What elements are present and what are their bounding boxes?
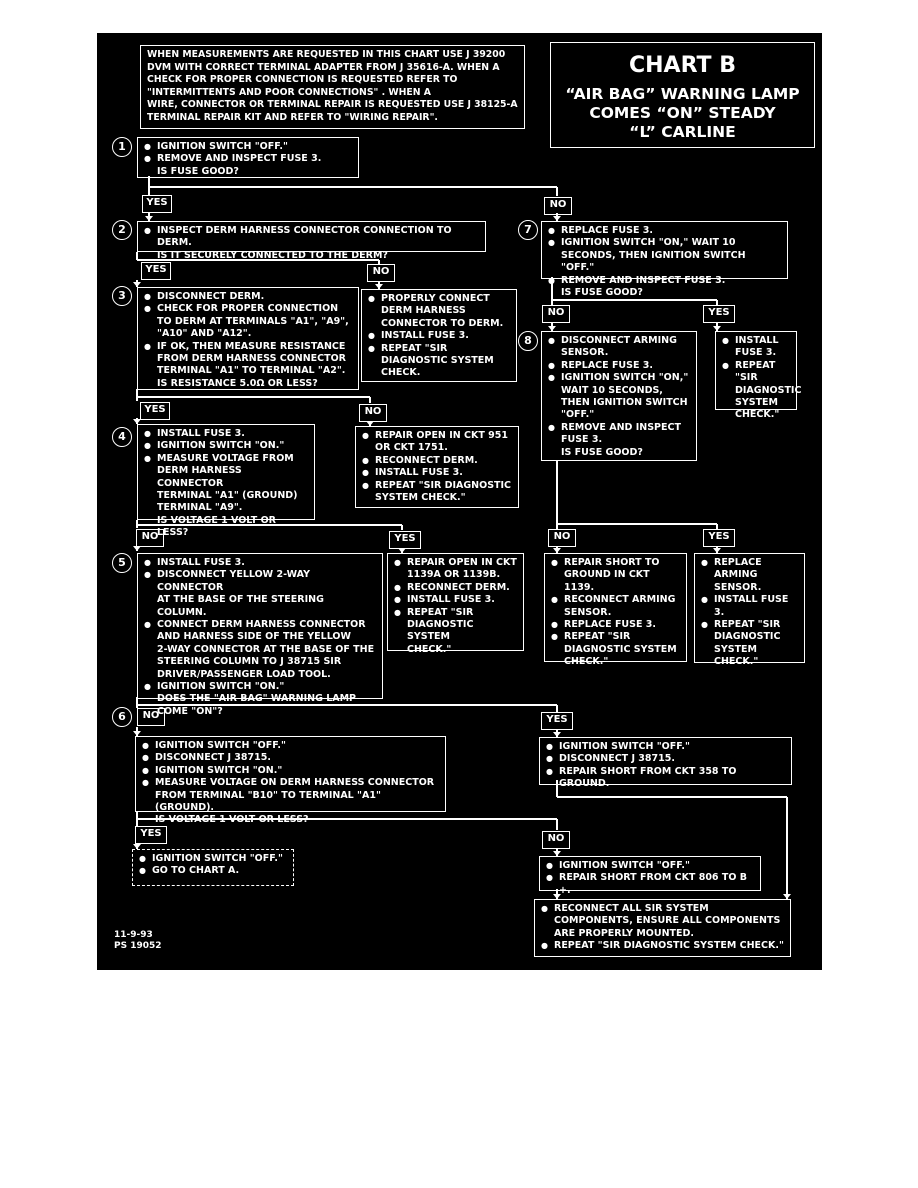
step-8-item: ● REMOVE AND INSPECT FUSE 3. IS FUSE GOOD? (548, 422, 690, 459)
step-1-item: ● REMOVE AND INSPECT FUSE 3. IS FUSE GOOD? (144, 153, 352, 178)
step-6-yes-box (132, 849, 294, 886)
yes-label: YES (703, 305, 735, 323)
step-4-item: ● MEASURE VOLTAGE FROM DERM HARNESS CONNECTOR TERMINAL "A1" (GROUND) TERMINAL "A9". IS VOLTAGE 1 VOLT OR LESS? (144, 453, 308, 540)
step-7-yes-box (715, 331, 802, 421)
yes-label: YES (389, 531, 421, 549)
step-8-item: ● REPLACE FUSE 3. (548, 360, 690, 372)
step-8-yes-item: ● REPEAT "SIR DIAGNOSTIC SYSTEM CHECK." (701, 619, 798, 669)
step-8-box (541, 331, 697, 461)
step-6-item: ● IGNITION SWITCH "OFF." (142, 740, 439, 752)
step-1-box (137, 137, 359, 178)
step-6-item: ● IGNITION SWITCH "ON." (142, 765, 439, 777)
step-5-item: ● CONNECT DERM HARNESS CONNECTOR AND HARNESS SIDE OF THE YELLOW 2-WAY CONNECTOR AT THE BASE OF THE STEERING COLUMN TO J 38715 SIR DRIVER/PASSENGER LOAD TOOL. (144, 619, 376, 681)
step-2-item: ● INSPECT DERM HARNESS CONNECTOR CONNECTION TO DERM. IS IT SECURELY CONNECTED TO THE DERM? (144, 225, 479, 262)
no-label: NO (367, 264, 395, 282)
step-3-box (137, 287, 359, 390)
step-4-yes-item: ● INSTALL FUSE 3. (394, 594, 517, 606)
no-label: NO (544, 197, 572, 215)
step-5-yes-item: ● DISCONNECT J 38715. (546, 753, 785, 765)
step-3-item: ● IF OK, THEN MEASURE RESISTANCE FROM DERM HARNESS CONNECTOR TERMINAL "A1" TO TERMINAL "A2". IS RESISTANCE 5.0Ω OR LESS? (144, 341, 352, 391)
step-7-item: ● REMOVE AND INSPECT FUSE 3. IS FUSE GOOD? (548, 275, 781, 300)
no-label: NO (542, 305, 570, 323)
step-8-yes-item: ● INSTALL FUSE 3. (701, 594, 798, 619)
chart-subtitle-2: COMES “ON” STEADY (589, 104, 776, 122)
step-4-yes-box (387, 553, 524, 655)
no-label: NO (137, 708, 165, 726)
step-number-3: 3 (112, 286, 132, 306)
step-2-no-box (361, 289, 517, 382)
step-6-no-box (539, 856, 761, 896)
step-6-yes-item: ● GO TO CHART A. (139, 865, 287, 877)
no-label: NO (136, 529, 164, 547)
step-3-no-item: ● REPAIR OPEN IN CKT 951 OR CKT 1751. (362, 430, 512, 455)
step-8-no-item: ● REPAIR SHORT TO GROUND IN CKT 1139. (551, 557, 680, 594)
step-7-item: ● IGNITION SWITCH "ON," WAIT 10 SECONDS, THEN IGNITION SWITCH "OFF." (548, 237, 781, 274)
step-6-no-item: ● REPAIR SHORT FROM CKT 806 TO B +. (546, 872, 754, 897)
step-number-8: 8 (518, 331, 538, 351)
step-5-yes-item: ● REPAIR SHORT FROM CKT 358 TO GROUND. (546, 766, 785, 791)
footer-code: PS 19052 (114, 941, 162, 951)
step-5-yes-box (539, 737, 792, 790)
step-5-item: ● IGNITION SWITCH "ON." DOES THE "AIR BAG" WARNING LAMP COME "ON"? (144, 681, 376, 718)
yes-label: YES (135, 826, 167, 844)
step-7-item: ● REPLACE FUSE 3. (548, 225, 781, 237)
step-1-item: ● IGNITION SWITCH "OFF." (144, 141, 352, 153)
step-4-yes-item: ● REPAIR OPEN IN CKT 1139A OR 1139B. (394, 557, 517, 582)
step-8-no-box (544, 553, 687, 668)
no-label: NO (548, 529, 576, 547)
step-3-no-item: ● RECONNECT DERM. (362, 455, 512, 467)
yes-label: YES (703, 529, 735, 547)
final-box (534, 899, 791, 957)
step-6-no-item: ● IGNITION SWITCH "OFF." (546, 860, 754, 872)
step-2-no-item: ● PROPERLY CONNECT DERM HARNESS CONNECTOR TO DERM. (368, 293, 510, 330)
step-2-box (137, 221, 486, 261)
step-5-yes-item: ● IGNITION SWITCH "OFF." (546, 741, 785, 753)
chart-subtitle-1: “AIR BAG” WARNING LAMP (565, 85, 800, 103)
step-8-no-item: ● REPLACE FUSE 3. (551, 619, 680, 631)
yes-label: YES (142, 195, 172, 213)
step-6-item: ● DISCONNECT J 38715. (142, 752, 439, 764)
intro-note: WHEN MEASUREMENTS ARE REQUESTED IN THIS CHART USE J 39200 DVM WITH CORRECT TERMINAL ADAPTER FROM J 35616-A. WHEN A CHECK FOR PROPER CONNECTION IS REQUESTED REFER TO "INTERMITTENTS AND POOR CONNECTIONS" . WHEN A WIRE, CONNECTOR OR TERMINAL REPAIR IS REQUESTED USE J 38125-A TERMINAL REPAIR KIT AND REFER TO "WIRING REPAIR". (140, 45, 525, 129)
step-5-item: ● INSTALL FUSE 3. (144, 557, 376, 569)
chart-subtitle-3: “L” CARLINE (629, 123, 736, 141)
step-6-item: ● MEASURE VOLTAGE ON DERM HARNESS CONNECTOR FROM TERMINAL "B10" TO TERMINAL "A1" (GROUND). IS VOLTAGE 1 VOLT OR LESS? (142, 777, 439, 827)
chart-title: CHART B (629, 53, 736, 78)
yes-label: YES (541, 712, 573, 730)
step-4-item: ● INSTALL FUSE 3. (144, 428, 308, 440)
step-8-no-item: ● REPEAT "SIR DIAGNOSTIC SYSTEM CHECK." (551, 631, 680, 668)
step-7-yes-item: ● INSTALL FUSE 3. (722, 335, 790, 360)
step-8-no-item: ● RECONNECT ARMING SENSOR. (551, 594, 680, 619)
yes-label: YES (140, 402, 170, 420)
step-6-yes-item: ● IGNITION SWITCH "OFF." (139, 853, 287, 865)
step-number-1: 1 (112, 137, 132, 157)
step-8-yes-box (694, 553, 805, 668)
step-4-yes-item: ● REPEAT "SIR DIAGNOSTIC SYSTEM CHECK." (394, 607, 517, 657)
step-8-item: ● IGNITION SWITCH "ON," WAIT 10 SECONDS, THEN IGNITION SWITCH "OFF." (548, 372, 690, 422)
step-3-no-item: ● REPEAT "SIR DIAGNOSTIC SYSTEM CHECK." (362, 480, 512, 505)
step-2-no-item: ● INSTALL FUSE 3. (368, 330, 510, 342)
step-number-5: 5 (112, 553, 132, 573)
step-number-6: 6 (112, 707, 132, 727)
step-3-item: ● DISCONNECT DERM. (144, 291, 352, 303)
step-number-7: 7 (518, 220, 538, 240)
footer-date: 11-9-93 (114, 930, 153, 940)
final-item: ● REPEAT "SIR DIAGNOSTIC SYSTEM CHECK." (541, 940, 784, 952)
flowchart (97, 33, 822, 970)
no-label: NO (359, 404, 387, 422)
step-5-item: ● DISCONNECT YELLOW 2-WAY CONNECTOR AT THE BASE OF THE STEERING COLUMN. (144, 569, 376, 619)
step-number-4: 4 (112, 427, 132, 447)
step-7-yes-item: ● REPEAT "SIR DIAGNOSTIC SYSTEM CHECK." (722, 360, 790, 422)
step-8-yes-item: ● REPLACE ARMING SENSOR. (701, 557, 798, 594)
step-3-item: ● CHECK FOR PROPER CONNECTION TO DERM AT TERMINALS "A1", "A9", "A10" AND "A12". (144, 303, 352, 340)
step-3-no-item: ● INSTALL FUSE 3. (362, 467, 512, 479)
step-4-item: ● IGNITION SWITCH "ON." (144, 440, 308, 452)
yes-label: YES (141, 262, 171, 280)
step-2-no-item: ● REPEAT "SIR DIAGNOSTIC SYSTEM CHECK. (368, 343, 510, 380)
no-label: NO (542, 831, 570, 849)
step-3-no-box (355, 426, 519, 508)
step-4-yes-item: ● RECONNECT DERM. (394, 582, 517, 594)
chart-title-box (550, 42, 815, 148)
step-number-2: 2 (112, 220, 132, 240)
final-item: ● RECONNECT ALL SIR SYSTEM COMPONENTS, ENSURE ALL COMPONENTS ARE PROPERLY MOUNTED. (541, 903, 784, 940)
step-7-box (541, 221, 788, 299)
step-8-item: ● DISCONNECT ARMING SENSOR. (548, 335, 690, 360)
step-6-box (135, 736, 446, 826)
